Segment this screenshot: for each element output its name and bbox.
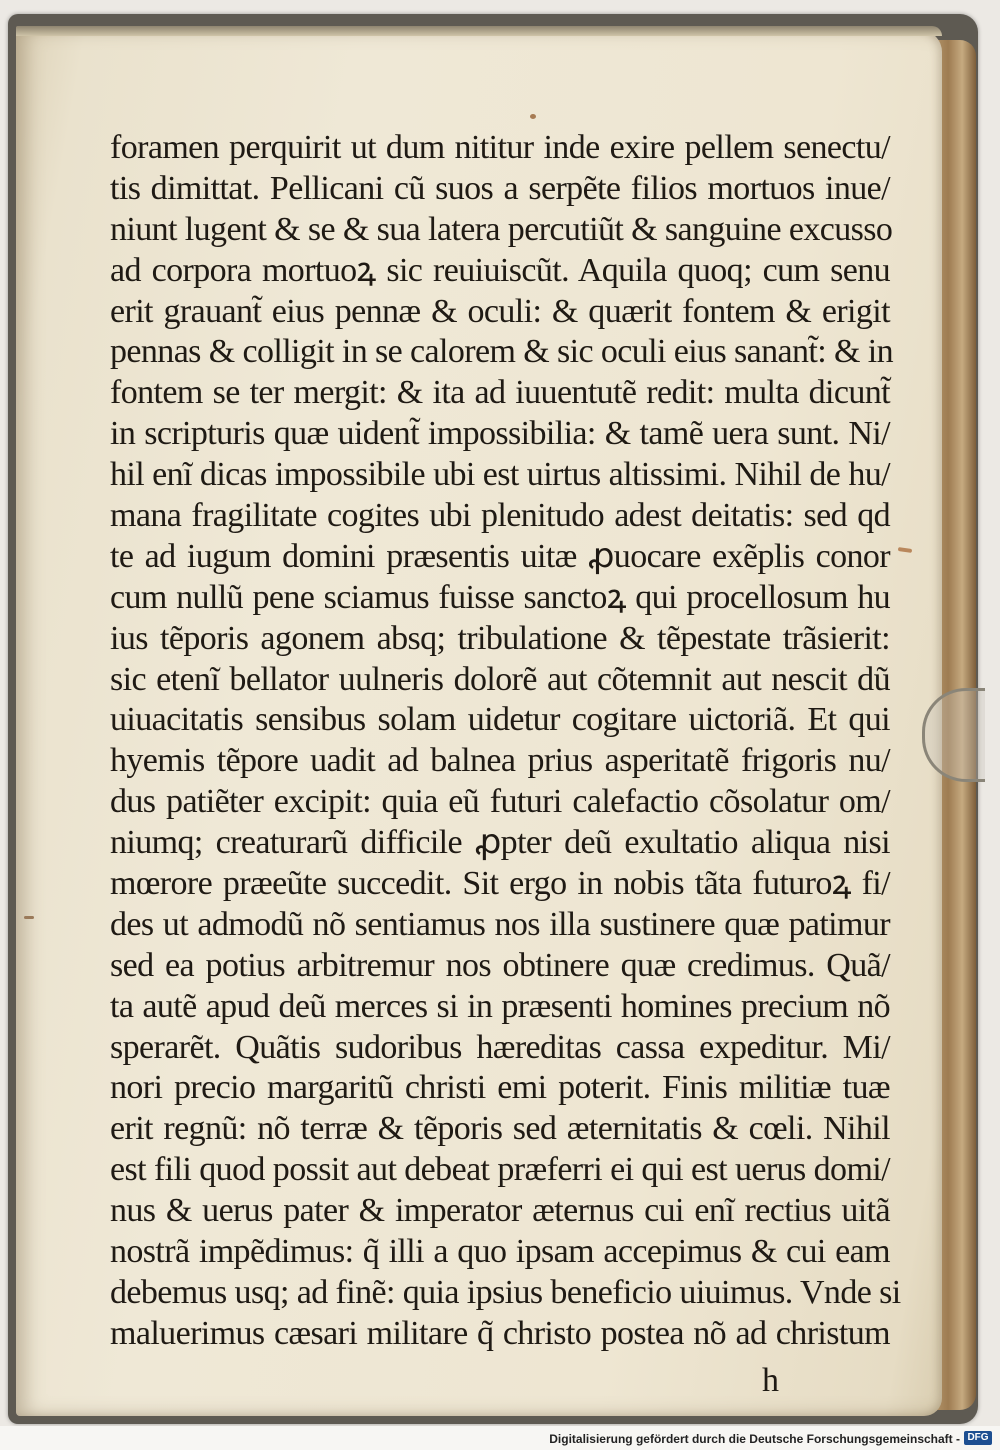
text-line: sic etenĩ bellator uulneris dolorẽ aut cõtemnit aut nescit dũ — [110, 660, 890, 698]
footer-credit: Digitalisierung gefördert durch die Deutsche Forschungsgemeinschaft - — [549, 1432, 960, 1446]
text-line: ius tẽporis agonem absq; tribulatione & tẽpestate trãsierit: — [110, 619, 890, 657]
text-line: foramen perquirit ut dum nititur inde exire pellem senectu/ — [110, 129, 890, 166]
text-line: erit regnũ: nõ terræ & tẽporis sed æternitatis & cœli. Nihil — [110, 1110, 890, 1148]
text-line: mana fragilitate cogites ubi plenitudo adest deitatis: sed qd — [110, 497, 890, 535]
page-text — [110, 128, 901, 1355]
text-line: uiuacitatis sensibus solam uidetur cogitare uictoriã. Et qui — [110, 701, 890, 739]
text-line: hyemis tẽpore uadit ad balnea prius asperitatẽ frigoris nu/ — [110, 742, 890, 780]
text-line: nori precio margaritũ christi emi poterit. Finis militiæ tuæ — [110, 1069, 890, 1107]
text-line: erit grauant̃ eius pennæ & oculi: & quærit fontem & erigit — [110, 292, 890, 330]
text-line: in scripturis quæ uident̃ impossibilia: & tamẽ uera sunt. Ni/ — [110, 415, 890, 453]
text-line: hil enĩ dicas impossibile ubi est uirtus altissimi. Nihil de hu/ — [110, 456, 890, 494]
text-line: ta autẽ apud deũ merces si in præsenti homines precium nõ — [110, 987, 890, 1025]
text-line: sed ea potius arbitremur nos obtinere quæ credimus. Quã/ — [110, 946, 890, 984]
signature-mark: h — [762, 1362, 779, 1399]
text-line: nus & uerus pater & imperator æternus cui enĩ rectius uitã — [110, 1192, 890, 1230]
text-line: sperarẽt. Quãtis sudoribus hæreditas cassa expeditur. Mi/ — [110, 1028, 890, 1066]
text-line: pennas & colligit in se calorem & sic oculi eius sanant̃: & in — [110, 333, 894, 371]
text-line: tis dimittat. Pellicani cũ suos a serpẽte filios mortuos inue/ — [110, 169, 890, 207]
text-line: est fili quod possit aut debeat præferri ei qui est uerus domi/ — [110, 1151, 890, 1189]
dfg-logo: DFG — [964, 1431, 992, 1445]
text-line: dus patiẽter excipit: quia eũ futuri calefactio cõsolatur om/ — [110, 783, 890, 821]
text-line: te ad iugum domini præsentis uitæ ꝓuocare exẽplis conor — [110, 537, 890, 575]
text-line: fontem se ter mergit: & ita ad iuuentutẽ redit: multa dicunt̃ — [110, 374, 890, 412]
text-line: mœrore præeũte succedit. Sit ergo in nobis tãta futuroꝝ fi/ — [110, 865, 890, 903]
text-line: maluerimus cæsari militare q̃ christo postea nõ ad christum — [110, 1314, 890, 1352]
page-top-edge — [16, 26, 942, 36]
text-line: cum nullũ pene sciamus fuisse sanctoꝝ qui procellosum hu — [110, 578, 890, 616]
text-line: des ut admodũ nõ sentiamus nos illa sustinere quæ patimur — [110, 905, 890, 943]
text-line: debemus usq; ad finẽ: quia ipsius beneficio uiuimus. Vnde si — [110, 1273, 901, 1311]
text-line: niunt lugent & se & sua latera percutiũt & sanguine excusso — [110, 210, 893, 248]
text-line: niumq; creaturarũ difficile ꝓpter deũ exultatio aliqua nisi — [110, 824, 890, 862]
text-line: nostrã impẽdimus: q̃ illi a quo ipsam accepimus & cui eam — [110, 1233, 890, 1271]
paper-stain — [530, 114, 536, 119]
text-line: ad corpora mortuoꝝ sic reuiuiscũt. Aquila quoq; cum senu — [110, 251, 890, 289]
paper-stain — [24, 916, 34, 919]
